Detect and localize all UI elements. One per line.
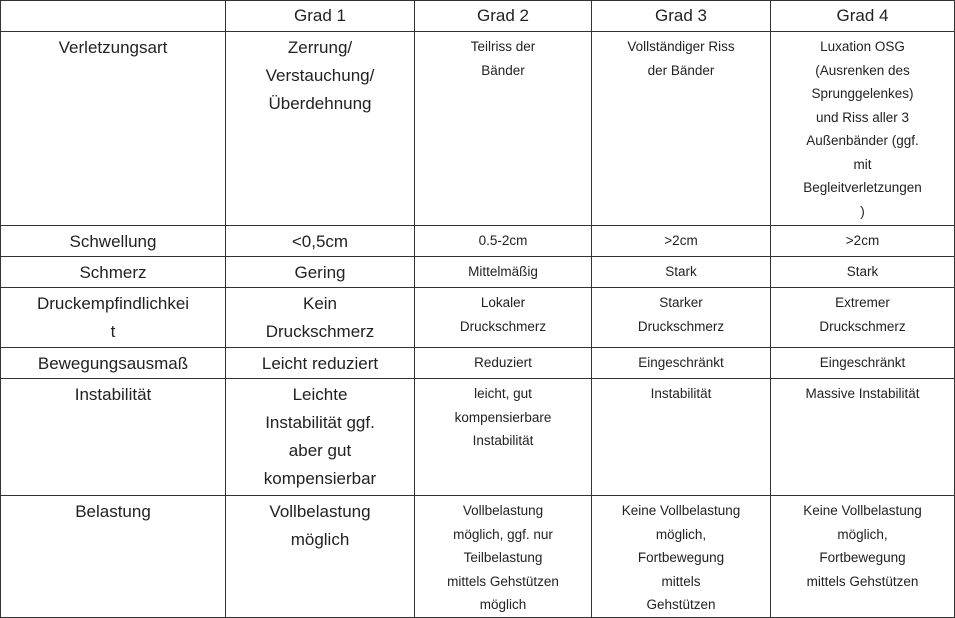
cell-grad-4: Keine Vollbelastung möglich, Fortbewegung mittels Gehstützen xyxy=(771,496,955,618)
row-label: Druckempfindlichkei t xyxy=(1,288,226,348)
table-row xyxy=(1,226,955,257)
cell-grad-2: Vollbelastung möglich, ggf. nur Teilbelastung mittels Gehstützen möglich xyxy=(415,496,592,618)
cell-grad-4: Luxation OSG (Ausrenken des Sprunggelenkes) und Riss aller 3 Außenbänder (ggf. mit Begleitverletzungen ) xyxy=(771,32,955,226)
header-cell-empty xyxy=(1,1,226,32)
cell-grad-4: Stark xyxy=(771,257,955,288)
cell-grad-2: Lokaler Druckschmerz xyxy=(415,288,592,348)
cell-grad-3: Vollständiger Riss der Bänder xyxy=(592,32,771,226)
header-cell-grad-1: Grad 1 xyxy=(226,1,415,32)
table-row xyxy=(1,257,955,288)
header-cell-grad-2: Grad 2 xyxy=(415,1,592,32)
table-row xyxy=(1,496,955,618)
cell-grad-1: Leicht reduziert xyxy=(226,348,415,379)
row-label: Belastung xyxy=(1,496,226,618)
row-label: Bewegungsausmaß xyxy=(1,348,226,379)
cell-grad-3: >2cm xyxy=(592,226,771,257)
cell-grad-4: Extremer Druckschmerz xyxy=(771,288,955,348)
cell-grad-1: Leichte Instabilität ggf. aber gut kompensierbar xyxy=(226,379,415,496)
header-cell-grad-3: Grad 3 xyxy=(592,1,771,32)
cell-grad-1: Kein Druckschmerz xyxy=(226,288,415,348)
cell-grad-3: Instabilität xyxy=(592,379,771,496)
cell-grad-4: Massive Instabilität xyxy=(771,379,955,496)
cell-grad-1: Vollbelastung möglich xyxy=(226,496,415,618)
cell-grad-2: leicht, gut kompensierbare Instabilität xyxy=(415,379,592,496)
cell-grad-3: Starker Druckschmerz xyxy=(592,288,771,348)
row-label: Instabilität xyxy=(1,379,226,496)
cell-grad-1: <0,5cm xyxy=(226,226,415,257)
row-label: Schmerz xyxy=(1,257,226,288)
cell-grad-2: Mittelmäßig xyxy=(415,257,592,288)
row-label: Schwellung xyxy=(1,226,226,257)
header-row xyxy=(1,1,955,32)
cell-grad-3: Stark xyxy=(592,257,771,288)
table-row xyxy=(1,288,955,348)
cell-grad-3: Keine Vollbelastung möglich, Fortbewegung mittels Gehstützen xyxy=(592,496,771,618)
cell-grad-2: Reduziert xyxy=(415,348,592,379)
table-row xyxy=(1,32,955,226)
table-row xyxy=(1,379,955,496)
cell-grad-2: 0.5-2cm xyxy=(415,226,592,257)
cell-grad-2: Teilriss der Bänder xyxy=(415,32,592,226)
row-label: Verletzungsart xyxy=(1,32,226,226)
cell-grad-4: Eingeschränkt xyxy=(771,348,955,379)
cell-grad-3: Eingeschränkt xyxy=(592,348,771,379)
table-row xyxy=(1,348,955,379)
cell-grad-1: Gering xyxy=(226,257,415,288)
cell-grad-4: >2cm xyxy=(771,226,955,257)
cell-grad-1: Zerrung/ Verstauchung/ Überdehnung xyxy=(226,32,415,226)
header-cell-grad-4: Grad 4 xyxy=(771,1,955,32)
